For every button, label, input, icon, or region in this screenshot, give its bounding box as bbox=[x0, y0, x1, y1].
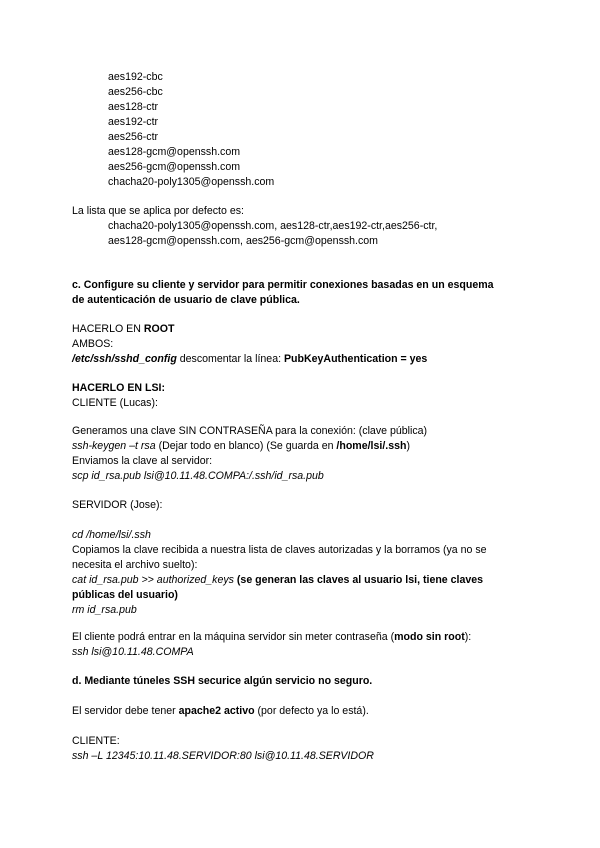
client-label: CLIENTE (Lucas): bbox=[72, 397, 158, 409]
config-path: /etc/ssh/sshd_config bbox=[72, 353, 177, 365]
keygen-text: (Dejar todo en blanco) (Se guarda en bbox=[155, 440, 337, 452]
send-text: Enviamos la clave al servidor: bbox=[72, 455, 213, 467]
apache-text-end: (por defecto ya lo está). bbox=[254, 705, 369, 717]
client-steps bbox=[72, 424, 540, 484]
keygen-line bbox=[72, 439, 540, 454]
cipher-item: aes256-gcm@openssh.com bbox=[108, 161, 241, 173]
cipher-item: aes256-cbc bbox=[108, 86, 163, 98]
cipher-item: chacha20-poly1305@openssh.com bbox=[108, 176, 275, 188]
cipher-item: aes128-gcm@openssh.com bbox=[108, 146, 241, 158]
cat-line bbox=[72, 573, 540, 588]
config-line bbox=[72, 352, 540, 367]
gen-text: Generamos una clave SIN CONTRASEÑA para la conexión: (clave pública) bbox=[72, 425, 428, 437]
tunnel-block bbox=[72, 734, 540, 764]
root-label bbox=[72, 322, 540, 337]
section-d-heading bbox=[72, 674, 540, 689]
tunnel-command: ssh –L 12345:10.11.48.SERVIDOR:80 lsi@10.11.48.SERVIDOR bbox=[72, 750, 374, 762]
cipher-list bbox=[72, 70, 540, 190]
scp-command: scp id_rsa.pub lsi@10.11.48.COMPA:/.ssh/id_rsa.pub bbox=[72, 470, 324, 482]
default-line: aes128-gcm@openssh.com, aes256-gcm@openssh.com bbox=[108, 235, 379, 247]
apache-text: El servidor debe tener bbox=[72, 705, 179, 717]
default-line: chacha20-poly1305@openssh.com, aes128-ctr,aes192-ctr,aes256-ctr, bbox=[108, 220, 438, 232]
default-intro: La lista que se aplica por defecto es: bbox=[72, 205, 244, 217]
tunnel-client-label: CLIENTE: bbox=[72, 735, 120, 747]
keygen-path: /home/lsi/.ssh bbox=[336, 440, 407, 452]
ambos-label: AMBOS: bbox=[72, 338, 114, 350]
client-enter-block bbox=[72, 630, 540, 660]
apache-line bbox=[72, 704, 540, 719]
lsi-block bbox=[72, 381, 540, 411]
cipher-item: aes192-cbc bbox=[108, 71, 163, 83]
ssh-command: ssh lsi@10.11.48.COMPA bbox=[72, 646, 194, 658]
keygen-text-end: ) bbox=[406, 440, 411, 452]
root-prefix: HACERLO EN bbox=[72, 323, 144, 335]
cd-command: cd /home/lsi/.ssh bbox=[72, 529, 151, 541]
server-label bbox=[72, 498, 540, 513]
cipher-item: aes192-ctr bbox=[108, 116, 159, 128]
copy-text: Copiamos la clave recibida a nuestra lista de claves autorizadas y la borramos (ya no se bbox=[72, 544, 487, 556]
heading-line: c. Configure su cliente y servidor para permitir conexiones basadas en un esquema bbox=[72, 279, 494, 291]
rm-command: rm id_rsa.pub bbox=[72, 604, 137, 616]
client-enter-line bbox=[72, 630, 540, 645]
cipher-item: aes128-ctr bbox=[108, 101, 159, 113]
copy-text: necesita el archivo suelto): bbox=[72, 559, 198, 571]
heading-line: de autenticación de usuario de clave pública. bbox=[72, 294, 300, 306]
lsi-label-text: HACERLO EN LSI: bbox=[72, 382, 165, 394]
client-enter-end: ): bbox=[464, 631, 472, 643]
heading-line: d. Mediante túneles SSH securice algún servicio no seguro. bbox=[72, 675, 373, 687]
client-enter-text: El cliente podrá entrar en la máquina servidor sin meter contraseña ( bbox=[72, 631, 395, 643]
server-label-text: SERVIDOR (Jose): bbox=[72, 499, 163, 511]
apache-bold: apache2 activo bbox=[178, 705, 255, 717]
client-enter-bold: modo sin root bbox=[394, 631, 465, 643]
section-c-heading bbox=[72, 278, 540, 308]
default-cipher-paragraph bbox=[72, 204, 540, 249]
config-setting: PubKeyAuthentication = yes bbox=[283, 353, 428, 365]
cat-command: cat id_rsa.pub >> authorized_keys bbox=[72, 574, 234, 586]
cipher-item: aes256-ctr bbox=[108, 131, 159, 143]
root-block bbox=[72, 322, 540, 367]
keygen-command: ssh-keygen –t rsa bbox=[72, 440, 156, 452]
server-steps bbox=[72, 528, 540, 618]
config-text: descomentar la línea: bbox=[176, 353, 284, 365]
root-word: ROOT bbox=[143, 323, 175, 335]
cat-note: (se generan las claves al usuario lsi, tiene claves bbox=[233, 574, 484, 586]
apache-line-block bbox=[72, 704, 540, 719]
cat-note-cont: públicas del usuario) bbox=[72, 589, 178, 601]
lsi-label bbox=[72, 381, 540, 396]
